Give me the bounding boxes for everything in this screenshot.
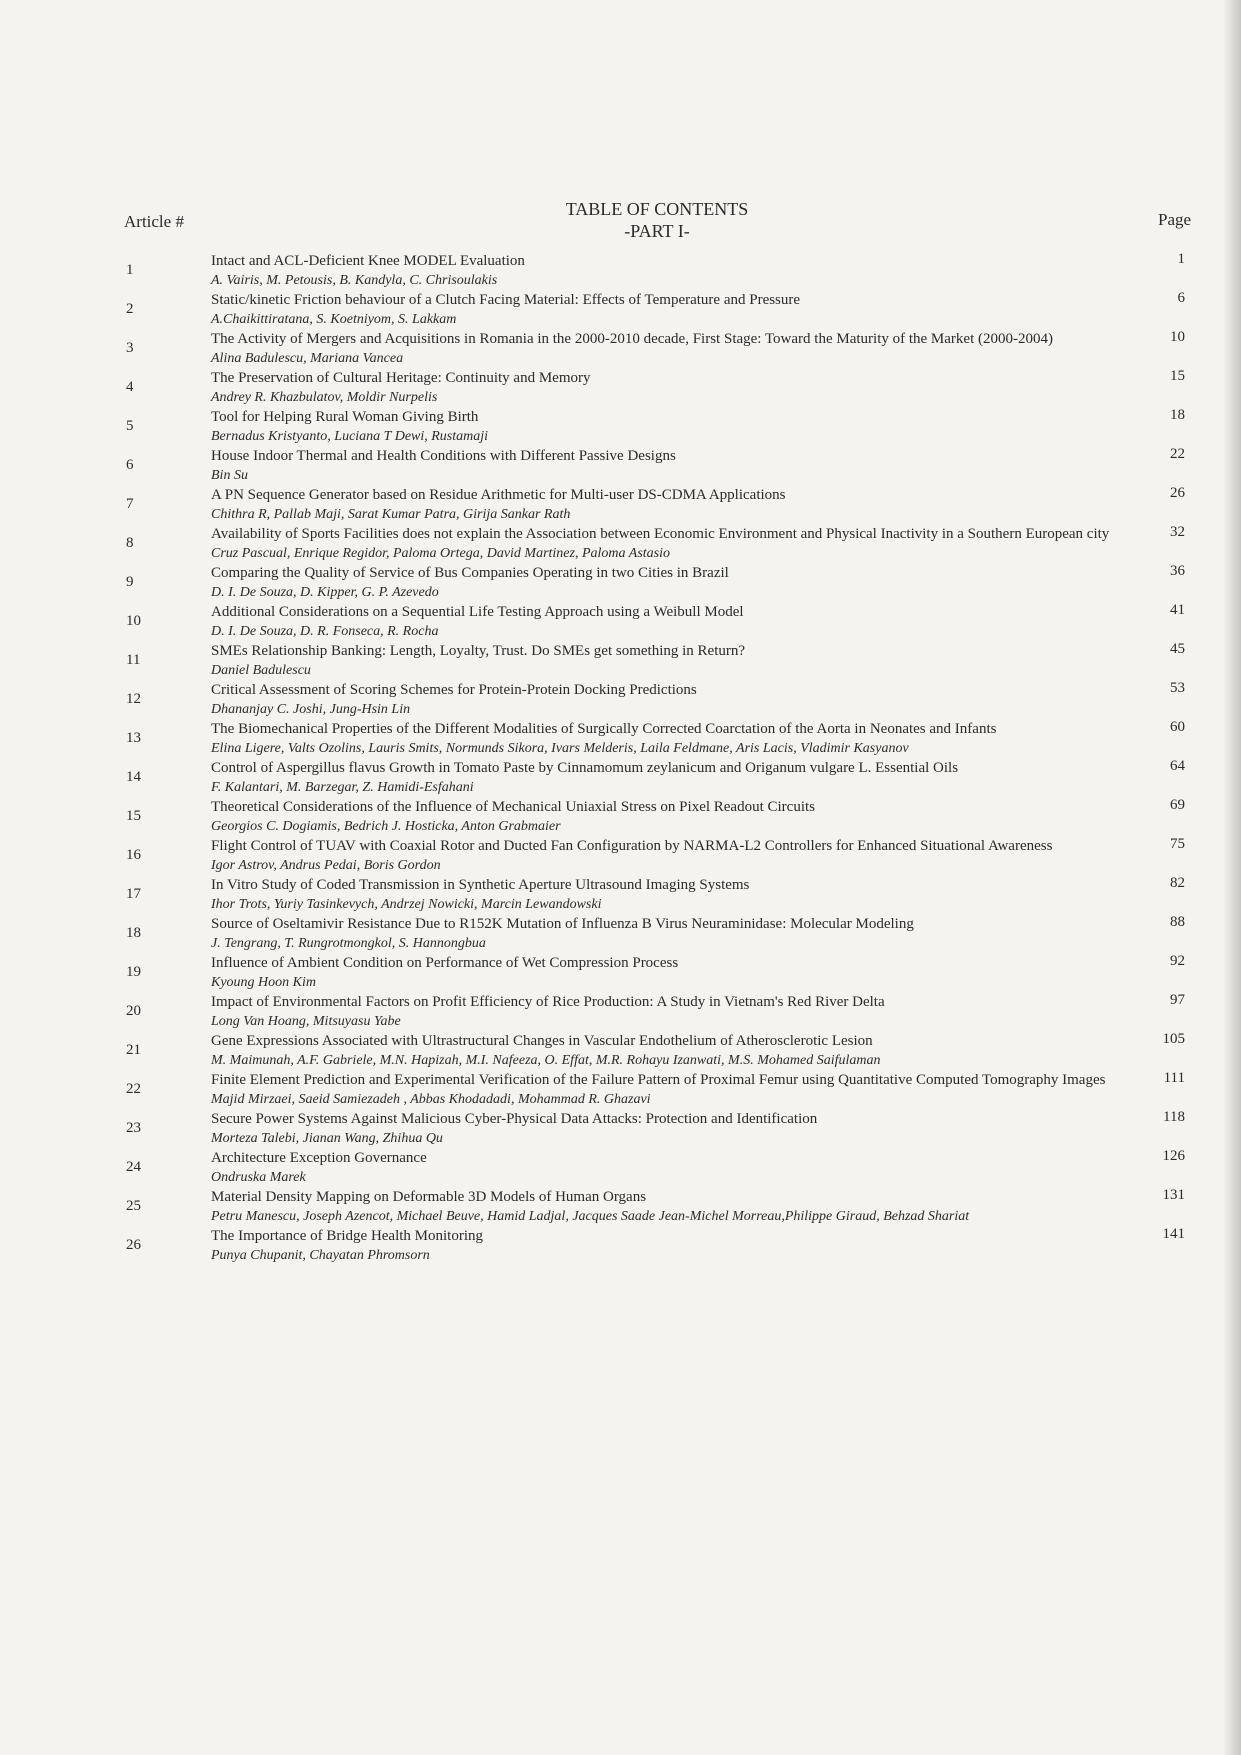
entry-body bbox=[211, 329, 1141, 368]
entry-body bbox=[211, 368, 1141, 407]
article-page-number: 1 bbox=[1177, 251, 1185, 267]
article-title: The Importance of Bridge Health Monitoring bbox=[211, 1228, 484, 1244]
article-title: Static/kinetic Friction behaviour of a Clutch Facing Material: Effects of Temperature and Pressure bbox=[211, 292, 801, 308]
article-authors: Cruz Pascual, Enrique Regidor, Paloma Ortega, David Martinez, Paloma Astasio bbox=[211, 546, 670, 561]
article-number: 7 bbox=[126, 496, 134, 512]
entry-body bbox=[211, 602, 1141, 641]
page-number-header: Page bbox=[1158, 210, 1192, 229]
article-number-header: Article # bbox=[124, 212, 184, 231]
article-number: 12 bbox=[126, 691, 141, 707]
article-number: 24 bbox=[126, 1159, 141, 1175]
article-authors: F. Kalantari, M. Barzegar, Z. Hamidi-Esfahani bbox=[211, 780, 474, 795]
article-title: Comparing the Quality of Service of Bus Companies Operating in two Cities in Brazil bbox=[211, 565, 729, 581]
article-title: Theoretical Considerations of the Influence of Mechanical Uniaxial Stress on Pixel Readout Circuits bbox=[211, 799, 815, 815]
article-page-number: 36 bbox=[1170, 563, 1185, 579]
article-number: 20 bbox=[126, 1003, 141, 1019]
toc-entry bbox=[0, 680, 1241, 719]
article-page-number: 6 bbox=[1177, 290, 1185, 306]
entry-body bbox=[211, 680, 1141, 719]
article-authors: A.Chaikittiratana, S. Koetniyom, S. Lakkam bbox=[211, 312, 457, 327]
article-authors: Petru Manescu, Joseph Azencot, Michael Beuve, Hamid Ladjal, Jacques Saade Jean-Michel Morreau,Philippe Giraud, Behzad Shariat bbox=[211, 1209, 970, 1224]
article-authors: Majid Mirzaei, Saeid Samiezadeh , Abbas Khodadadi, Mohammad R. Ghazavi bbox=[211, 1092, 651, 1107]
article-authors: Ihor Trots, Yuriy Tasinkevych, Andrzej Nowicki, Marcin Lewandowski bbox=[211, 897, 602, 912]
article-authors: Long Van Hoang, Mitsuyasu Yabe bbox=[211, 1014, 401, 1029]
entry-body bbox=[211, 758, 1141, 797]
entry-body bbox=[211, 1031, 1141, 1070]
article-page-number: 111 bbox=[1163, 1070, 1185, 1086]
article-authors: Morteza Talebi, Jianan Wang, Zhihua Qu bbox=[211, 1131, 443, 1146]
article-number: 23 bbox=[126, 1120, 141, 1136]
article-title: Tool for Helping Rural Woman Giving Birth bbox=[211, 409, 479, 425]
toc-entry bbox=[0, 875, 1241, 914]
entry-body bbox=[211, 1148, 1141, 1187]
article-page-number: 22 bbox=[1170, 446, 1185, 462]
article-authors: Igor Astrov, Andrus Pedai, Boris Gordon bbox=[211, 858, 441, 873]
article-title: The Preservation of Cultural Heritage: Continuity and Memory bbox=[211, 370, 591, 386]
article-page-number: 97 bbox=[1170, 992, 1185, 1008]
article-authors: D. I. De Souza, D. R. Fonseca, R. Rocha bbox=[211, 624, 439, 639]
article-authors: Alina Badulescu, Mariana Vancea bbox=[211, 351, 404, 366]
article-number: 6 bbox=[126, 457, 134, 473]
toc-entry bbox=[0, 407, 1241, 446]
toc-entry bbox=[0, 446, 1241, 485]
article-page-number: 82 bbox=[1170, 875, 1185, 891]
article-title: Secure Power Systems Against Malicious Cyber-Physical Data Attacks: Protection and Identification bbox=[211, 1111, 818, 1127]
article-number: 19 bbox=[126, 964, 141, 980]
toc-entry bbox=[0, 758, 1241, 797]
toc-title: TABLE OF CONTENTS bbox=[565, 199, 749, 219]
toc-entry bbox=[0, 602, 1241, 641]
article-number: 26 bbox=[126, 1237, 141, 1253]
article-number: 22 bbox=[126, 1081, 141, 1097]
entry-body bbox=[211, 1070, 1141, 1109]
toc-entry bbox=[0, 524, 1241, 563]
toc-entry bbox=[0, 290, 1241, 329]
article-title: Control of Aspergillus flavus Growth in Tomato Paste by Cinnamomum zeylanicum and Origanum vulgare L. Essential Oils bbox=[211, 760, 959, 776]
article-number: 14 bbox=[126, 769, 141, 785]
article-title: Impact of Environmental Factors on Profit Efficiency of Rice Production: A Study in Vietnam's Red River Delta bbox=[211, 994, 885, 1010]
article-title: Availability of Sports Facilities does not explain the Association between Economic Environment and Physical Inactivity in a Southern European city bbox=[211, 526, 1110, 542]
article-page-number: 92 bbox=[1170, 953, 1185, 969]
article-page-number: 26 bbox=[1170, 485, 1185, 501]
toc-entry bbox=[0, 485, 1241, 524]
article-authors: Daniel Badulescu bbox=[211, 663, 311, 678]
article-authors: A. Vairis, M. Petousis, B. Kandyla, C. Chrisoulakis bbox=[211, 273, 498, 288]
article-number: 10 bbox=[126, 613, 141, 629]
article-authors: Punya Chupanit, Chayatan Phromsorn bbox=[211, 1248, 430, 1263]
article-page-number: 53 bbox=[1170, 680, 1185, 696]
article-authors: Andrey R. Khazbulatov, Moldir Nurpelis bbox=[211, 390, 438, 405]
article-number: 2 bbox=[126, 301, 134, 317]
toc-entry bbox=[0, 1031, 1241, 1070]
article-authors: Bin Su bbox=[211, 468, 248, 483]
article-title: Critical Assessment of Scoring Schemes for Protein-Protein Docking Predictions bbox=[211, 682, 697, 698]
toc-entry bbox=[0, 992, 1241, 1031]
entry-body bbox=[211, 1226, 1141, 1265]
toc-entry bbox=[0, 368, 1241, 407]
entry-body bbox=[211, 953, 1141, 992]
entry-body bbox=[211, 446, 1141, 485]
article-page-number: 88 bbox=[1170, 914, 1185, 930]
article-page-number: 32 bbox=[1170, 524, 1185, 540]
toc-entry bbox=[0, 1226, 1241, 1265]
article-title: The Activity of Mergers and Acquisitions in Romania in the 2000-2010 decade, First Stage: Toward the Maturity of the Market (2000-2004) bbox=[211, 331, 1053, 347]
article-title: In Vitro Study of Coded Transmission in Synthetic Aperture Ultrasound Imaging Systems bbox=[211, 877, 750, 893]
article-number: 3 bbox=[126, 340, 134, 356]
article-authors: Elina Ligere, Valts Ozolins, Lauris Smits, Normunds Sikora, Ivars Melderis, Laila Feldmane, Aris Lacis, Vladimir Kasyanov bbox=[211, 741, 909, 756]
article-authors: Chithra R, Pallab Maji, Sarat Kumar Patra, Girija Sankar Rath bbox=[211, 507, 571, 522]
toc-entry bbox=[0, 1070, 1241, 1109]
article-title: Intact and ACL-Deficient Knee MODEL Evaluation bbox=[211, 253, 525, 269]
article-number: 5 bbox=[126, 418, 134, 434]
entry-body bbox=[211, 836, 1141, 875]
toc-entry bbox=[0, 914, 1241, 953]
toc-entry bbox=[0, 719, 1241, 758]
article-number: 18 bbox=[126, 925, 141, 941]
article-page-number: 45 bbox=[1170, 641, 1185, 657]
article-number: 17 bbox=[126, 886, 141, 902]
article-number: 15 bbox=[126, 808, 141, 824]
article-page-number: 69 bbox=[1170, 797, 1185, 813]
article-title: Architecture Exception Governance bbox=[211, 1150, 427, 1166]
entry-body bbox=[211, 563, 1141, 602]
article-page-number: 64 bbox=[1170, 758, 1185, 774]
article-page-number: 15 bbox=[1170, 368, 1185, 384]
entry-body bbox=[211, 290, 1141, 329]
article-authors: Ondruska Marek bbox=[211, 1170, 306, 1185]
toc-entry bbox=[0, 797, 1241, 836]
article-page-number: 75 bbox=[1170, 836, 1185, 852]
article-title: SMEs Relationship Banking: Length, Loyalty, Trust. Do SMEs get something in Return? bbox=[211, 643, 746, 659]
article-title: Influence of Ambient Condition on Performance of Wet Compression Process bbox=[211, 955, 679, 971]
toc-entry bbox=[0, 251, 1241, 290]
article-title: Material Density Mapping on Deformable 3D Models of Human Organs bbox=[211, 1189, 647, 1205]
toc-entry bbox=[0, 953, 1241, 992]
entry-body bbox=[211, 797, 1141, 836]
article-number: 1 bbox=[126, 262, 134, 278]
toc-entry bbox=[0, 836, 1241, 875]
toc-list bbox=[0, 251, 1241, 1265]
entry-body bbox=[211, 992, 1141, 1031]
article-number: 4 bbox=[126, 379, 134, 395]
article-page-number: 126 bbox=[1162, 1148, 1185, 1164]
article-number: 13 bbox=[126, 730, 141, 746]
article-authors: J. Tengrang, T. Rungrotmongkol, S. Hannongbua bbox=[211, 936, 486, 951]
article-page-number: 118 bbox=[1163, 1109, 1185, 1125]
article-page-number: 60 bbox=[1170, 719, 1185, 735]
article-number: 9 bbox=[126, 574, 134, 590]
article-title: Additional Considerations on a Sequential Life Testing Approach using a Weibull Model bbox=[211, 604, 744, 620]
entry-body bbox=[211, 524, 1141, 563]
toc-entry bbox=[0, 329, 1241, 368]
article-page-number: 41 bbox=[1170, 602, 1185, 618]
article-page-number: 131 bbox=[1162, 1187, 1185, 1203]
toc-entry bbox=[0, 1148, 1241, 1187]
entry-body bbox=[211, 914, 1141, 953]
entry-body bbox=[211, 1187, 1141, 1226]
article-title: House Indoor Thermal and Health Conditions with Different Passive Designs bbox=[211, 448, 676, 464]
entry-body bbox=[211, 485, 1141, 524]
article-number: 16 bbox=[126, 847, 141, 863]
article-page-number: 141 bbox=[1162, 1226, 1185, 1242]
article-title: Gene Expressions Associated with Ultrastructural Changes in Vascular Endothelium of Atherosclerotic Lesion bbox=[211, 1033, 873, 1049]
article-authors: D. I. De Souza, D. Kipper, G. P. Azevedo bbox=[211, 585, 439, 600]
article-number: 8 bbox=[126, 535, 134, 551]
entry-body bbox=[211, 875, 1141, 914]
article-number: 25 bbox=[126, 1198, 141, 1214]
article-authors: M. Maimunah, A.F. Gabriele, M.N. Hapizah, M.I. Nafeeza, O. Effat, M.R. Rohayu Izanwati, M.S. Mohamed Saifulaman bbox=[211, 1053, 881, 1068]
article-title: A PN Sequence Generator based on Residue Arithmetic for Multi-user DS-CDMA Applications bbox=[211, 487, 786, 503]
article-page-number: 18 bbox=[1170, 407, 1185, 423]
article-title: Finite Element Prediction and Experimental Verification of the Failure Pattern of Proximal Femur using Quantitative Computed Tomography Images bbox=[211, 1072, 1106, 1088]
entry-body bbox=[211, 641, 1141, 680]
toc-entry bbox=[0, 1109, 1241, 1148]
entry-body bbox=[211, 719, 1141, 758]
toc-entry bbox=[0, 1187, 1241, 1226]
article-page-number: 10 bbox=[1170, 329, 1185, 345]
article-authors: Kyoung Hoon Kim bbox=[211, 975, 316, 990]
entry-body bbox=[211, 251, 1141, 290]
article-number: 11 bbox=[126, 652, 141, 668]
toc-title-block bbox=[537, 198, 777, 242]
article-authors: Dhananjay C. Joshi, Jung-Hsin Lin bbox=[211, 702, 411, 717]
entry-body bbox=[211, 1109, 1141, 1148]
entry-body bbox=[211, 407, 1141, 446]
article-page-number: 105 bbox=[1162, 1031, 1185, 1047]
article-number: 21 bbox=[126, 1042, 141, 1058]
article-title: Flight Control of TUAV with Coaxial Rotor and Ducted Fan Configuration by NARMA-L2 Controllers for Enhanced Situational Awareness bbox=[211, 838, 1053, 854]
article-title: The Biomechanical Properties of the Different Modalities of Surgically Corrected Coarctation of the Aorta in Neonates and Infants bbox=[211, 721, 997, 737]
toc-entry bbox=[0, 563, 1241, 602]
toc-entry bbox=[0, 641, 1241, 680]
toc-part-label: -PART I- bbox=[624, 221, 690, 241]
article-authors: Bernadus Kristyanto, Luciana T Dewi, Rustamaji bbox=[211, 429, 489, 444]
article-title: Source of Oseltamivir Resistance Due to R152K Mutation of Influenza B Virus Neuraminidase: Molecular Modeling bbox=[211, 916, 914, 932]
article-authors: Georgios C. Dogiamis, Bedrich J. Hosticka, Anton Grabmaier bbox=[211, 819, 561, 834]
